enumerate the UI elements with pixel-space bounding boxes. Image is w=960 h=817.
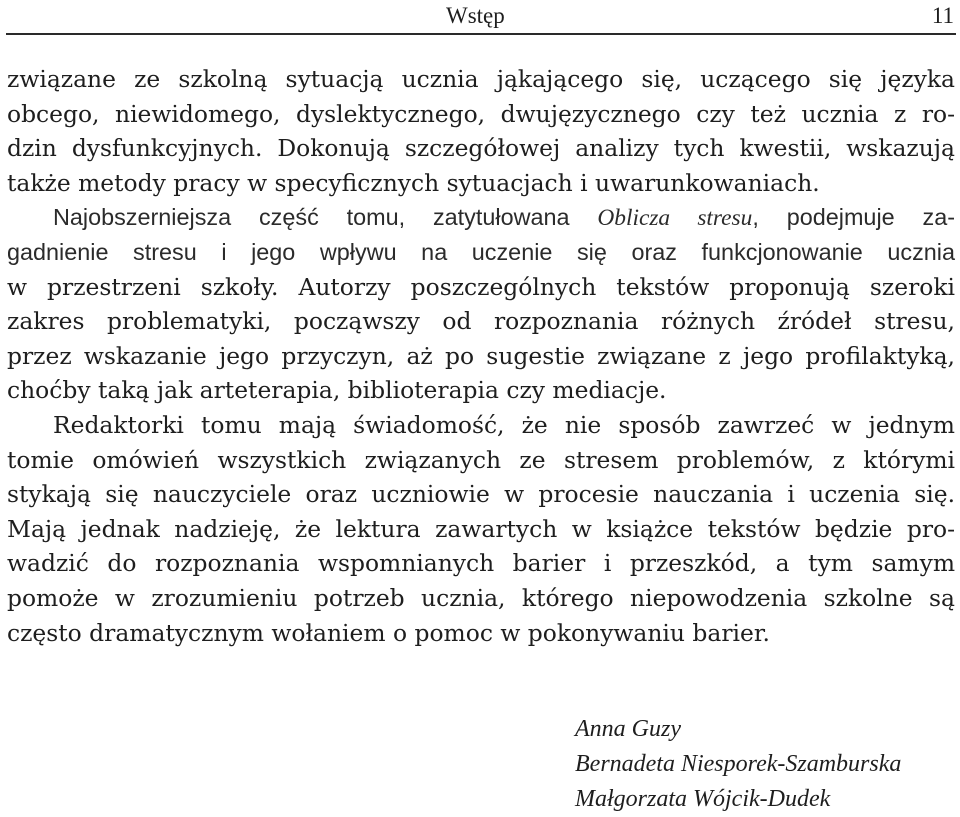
signature-name: Bernadeta Niesporek-Szamburska [575, 751, 902, 777]
text-line: tomie omówień wszystkich związanych ze stresem problemów, z którymi [7, 445, 955, 474]
signature-name: Małgorzata Wójcik-Dudek [575, 786, 831, 812]
text-line: choćby taką jak arteterapia, biblioterapia czy mediacje. [7, 376, 667, 405]
text-line: stykają się nauczyciele oraz uczniowie w procesie nauczania i uczenia się. [7, 480, 955, 509]
editor-signatures [575, 712, 955, 817]
running-title: Wstęp [446, 3, 505, 28]
text-line: zakres problematyki, począwszy od rozpoznania różnych źródeł stresu, [7, 307, 955, 336]
running-header [6, 0, 956, 35]
text-line: często dramatycznym wołaniem o pomoc w pokonywaniu barier. [7, 618, 770, 647]
signature-name: Anna Guzy [575, 716, 681, 742]
text-line: Mają jednak nadzieję, że lektura zawartych w książce tekstów będzie pro- [7, 514, 955, 543]
text-line: wadzić do rozpoznania wspomnianych barier i przeszkód, a tym samym [7, 549, 955, 578]
italic-title: Oblicza stresu [597, 205, 753, 232]
text-line: związane ze szkolną sytuacją ucznia jąkającego się, uczącego się języka [7, 65, 955, 93]
text-line: w przestrzeni szkoły. Autorzy poszczególnych tekstów proponują szeroki [7, 272, 955, 301]
text-segment: , podejmuje za- [752, 204, 955, 231]
body-text [7, 62, 955, 650]
text-line: pomoże w zrozumieniu potrzeb ucznia, którego niepowodzenia szkolne są [7, 583, 955, 612]
text-line: przez wskazanie jego przyczyn, aż po sugestie związane z jego profilaktyką, [7, 341, 955, 370]
text-line: także metody pracy w specyficznych sytuacjach i uwarunkowaniach. [7, 168, 820, 197]
text-line: Redaktorki tomu mają świadomość, że nie sposób zawrzeć w jednym [53, 410, 955, 439]
text-segment: Najobszerniejsza część tomu, zatytułowana [53, 204, 598, 231]
text-line: obcego, niewidomego, dyslektycznego, dwujęzycznego czy też ucznia z ro- [7, 99, 955, 128]
page-number: 11 [931, 3, 954, 28]
text-line: gadnienie stresu i jego wpływu na uczenie się oraz funkcjonowanie ucznia [7, 238, 955, 265]
text-line: dzin dysfunkcyjnych. Dokonują szczegółowej analizy tych kwestii, wskazują [7, 134, 955, 163]
text-line [7, 200, 955, 235]
